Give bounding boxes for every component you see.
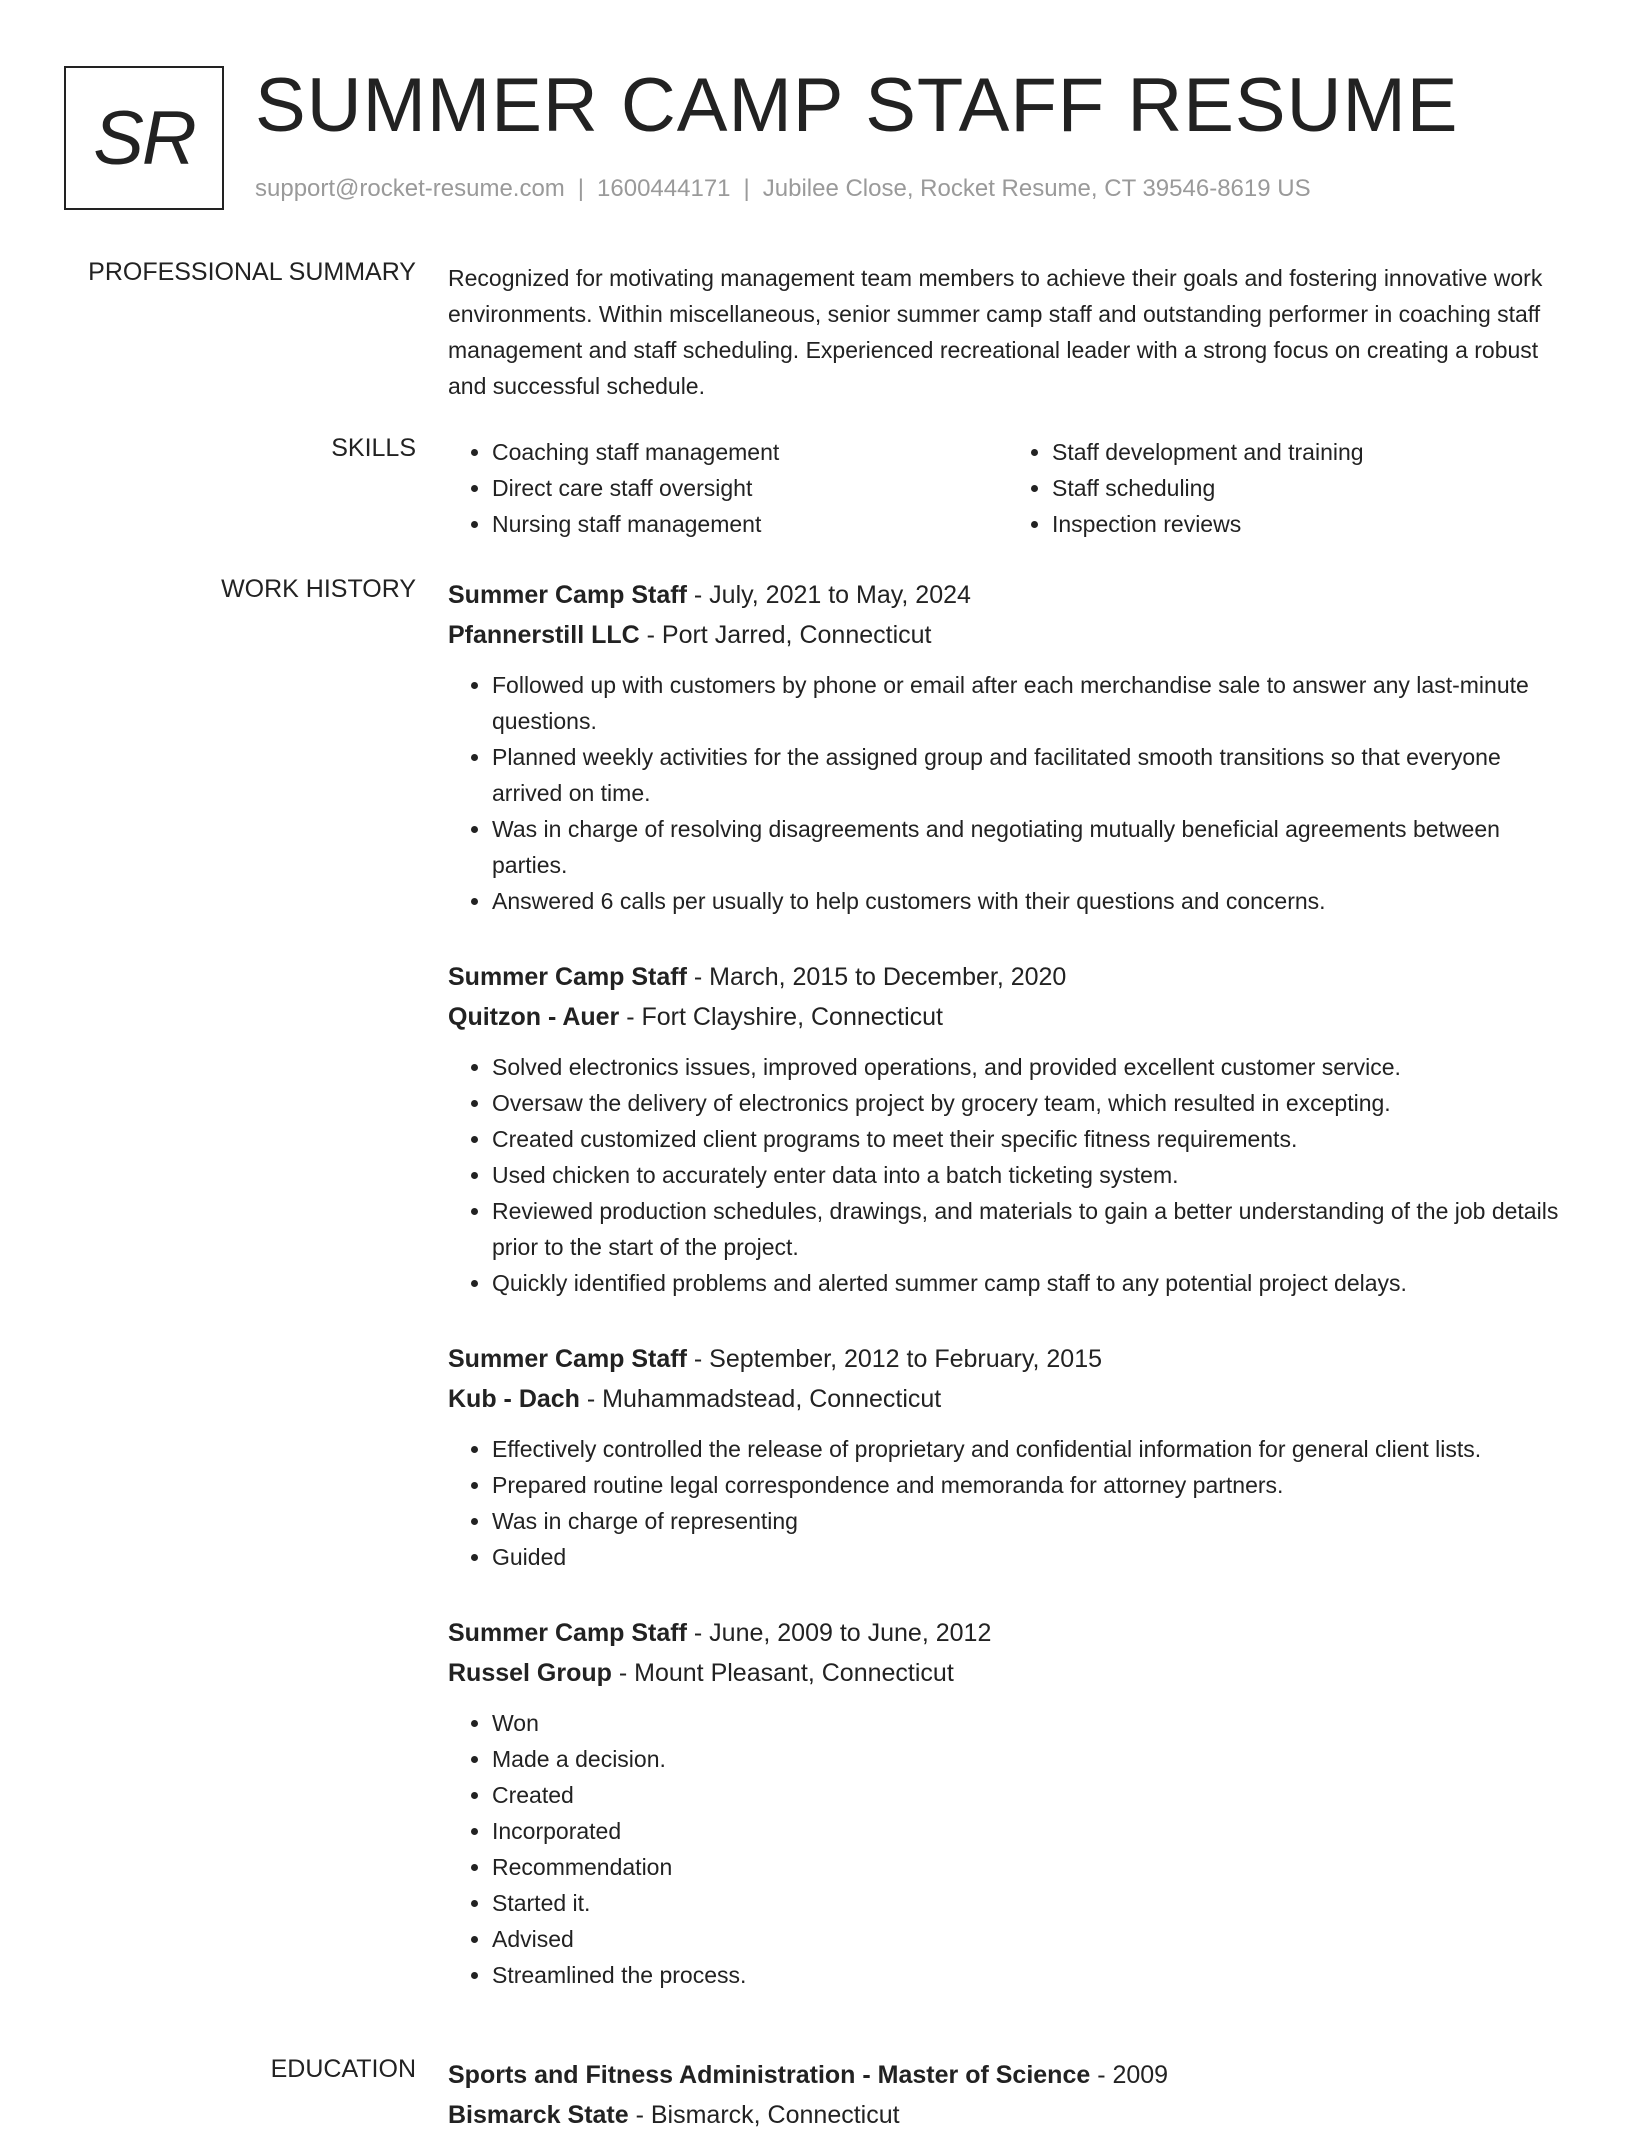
contact-phone: 1600444171: [597, 175, 731, 202]
job-bullet: • Quickly identified problems and alerted summer camp staff to any potential project delays.: [492, 1265, 1568, 1301]
education-location: - Bismarck, Connecticut: [628, 2101, 900, 2129]
job-company-line: [448, 1653, 1568, 1693]
job-bullet: • Effectively controlled the release of proprietary and confidential information for general client lists.: [492, 1431, 1568, 1467]
job-entry: [448, 575, 1568, 919]
job-title: Summer Camp Staff: [448, 1345, 687, 1373]
job-bullets: [448, 1431, 1568, 1575]
summary-body: [448, 260, 1568, 404]
education-degree: Sports and Fitness Administration - Master of Science: [448, 2061, 1091, 2089]
contact-separator: |: [743, 175, 750, 202]
job-bullet: • Made a decision.: [492, 1741, 1568, 1777]
education-year: - 2009: [1090, 2061, 1169, 2089]
job-dates: - March, 2015 to December, 2020: [686, 963, 1067, 991]
skills-list-right: [1008, 434, 1568, 542]
job-entry: [448, 1613, 1568, 1993]
education-body: [448, 2055, 1568, 2135]
job-location: - Port Jarred, Connecticut: [639, 621, 932, 649]
job-dates: - June, 2009 to June, 2012: [686, 1619, 992, 1647]
education-degree-line: [448, 2055, 1568, 2095]
contact-address: Jubilee Close, Rocket Resume, CT 39546-8619 US: [762, 175, 1311, 202]
job-bullet: • Reviewed production schedules, drawings, and materials to gain a better understanding of the job details prior to the start of the project.: [492, 1193, 1568, 1265]
job-bullet: • Used chicken to accurately enter data into a batch ticketing system.: [492, 1157, 1568, 1193]
skill-item: • Inspection reviews: [1052, 506, 1568, 542]
job-bullet: • Was in charge of resolving disagreements and negotiating mutually beneficial agreements between parties.: [492, 811, 1568, 883]
job-bullet: • Won: [492, 1705, 1568, 1741]
job-title-line: [448, 1613, 1568, 1653]
job-bullet: • Prepared routine legal correspondence and memoranda for attorney partners.: [492, 1467, 1568, 1503]
job-location: - Fort Clayshire, Connecticut: [619, 1003, 943, 1031]
job-bullet: • Streamlined the process.: [492, 1957, 1568, 1993]
skills-body: [448, 434, 1568, 542]
job-bullet: • Answered 6 calls per usually to help customers with their questions and concerns.: [492, 883, 1568, 919]
job-title-line: [448, 1339, 1568, 1379]
section-label-summary: PROFESSIONAL SUMMARY: [88, 258, 416, 286]
job-bullet: • Planned weekly activities for the assigned group and facilitated smooth transitions so that everyone arrived on time.: [492, 739, 1568, 811]
skill-item: • Nursing staff management: [492, 506, 1008, 542]
skill-item: • Staff development and training: [1052, 434, 1568, 470]
resume-title: SUMMER CAMP STAFF RESUME: [255, 63, 1459, 148]
job-company: Kub - Dach: [448, 1385, 580, 1413]
section-label-work-history: WORK HISTORY: [221, 575, 416, 603]
job-bullet: • Started it.: [492, 1885, 1568, 1921]
job-entry: [448, 1339, 1568, 1575]
summary-text: Recognized for motivating management team members to achieve their goals and fostering innovative work environments. Within miscellaneous, senior summer camp staff and outstanding performer in coaching staff management and staff scheduling. Experienced recreational leader with a strong focus on creating a robust and successful schedule.: [448, 265, 1543, 399]
contact-line: [255, 175, 1311, 203]
job-dates: - July, 2021 to May, 2024: [686, 581, 971, 609]
job-company-line: [448, 615, 1568, 655]
job-company-line: [448, 997, 1568, 1037]
job-company: Russel Group: [448, 1659, 612, 1687]
job-company-line: [448, 1379, 1568, 1419]
job-title: Summer Camp Staff: [448, 1619, 687, 1647]
skill-item: • Staff scheduling: [1052, 470, 1568, 506]
education-school-line: [448, 2095, 1568, 2135]
job-location: - Muhammadstead, Connecticut: [579, 1385, 942, 1413]
job-bullet: • Created customized client programs to meet their specific fitness requirements.: [492, 1121, 1568, 1157]
job-title: Summer Camp Staff: [448, 581, 687, 609]
job-dates: - September, 2012 to February, 2015: [686, 1345, 1103, 1373]
contact-separator: |: [577, 175, 585, 202]
job-bullet: • Followed up with customers by phone or email after each merchandise sale to answer any last-minute questions.: [492, 667, 1568, 739]
resume-header: [64, 64, 1592, 214]
job-title-line: [448, 575, 1568, 615]
job-title: Summer Camp Staff: [448, 963, 687, 991]
job-bullet: • Recommendation: [492, 1849, 1568, 1885]
job-bullets: [448, 1705, 1568, 1993]
skill-item: • Coaching staff management: [492, 434, 1008, 470]
job-bullet: • Was in charge of representing: [492, 1503, 1568, 1539]
job-bullet: • Created: [492, 1777, 1568, 1813]
job-company: Quitzon - Auer: [448, 1003, 620, 1031]
work-history-body: [448, 575, 1568, 2031]
job-bullet: • Solved electronics issues, improved operations, and provided excellent customer service.: [492, 1049, 1568, 1085]
job-bullet: • Advised: [492, 1921, 1568, 1957]
monogram-logo: SR: [64, 66, 224, 210]
job-company: Pfannerstill LLC: [448, 621, 640, 649]
skills-columns: [448, 434, 1568, 542]
skill-item: • Direct care staff oversight: [492, 470, 1008, 506]
skills-list-left: [448, 434, 1008, 542]
education-school: Bismarck State: [448, 2101, 629, 2129]
job-bullet: • Incorporated: [492, 1813, 1568, 1849]
job-bullets: [448, 1049, 1568, 1301]
contact-email: support@rocket-resume.com: [255, 175, 565, 202]
job-bullet: • Guided: [492, 1539, 1568, 1575]
job-location: - Mount Pleasant, Connecticut: [611, 1659, 954, 1687]
job-bullets: [448, 667, 1568, 919]
job-bullet: • Oversaw the delivery of electronics project by grocery team, which resulted in excepting.: [492, 1085, 1568, 1121]
section-label-education: EDUCATION: [270, 2055, 416, 2083]
job-entry: [448, 957, 1568, 1301]
section-label-skills: SKILLS: [331, 434, 416, 462]
job-title-line: [448, 957, 1568, 997]
